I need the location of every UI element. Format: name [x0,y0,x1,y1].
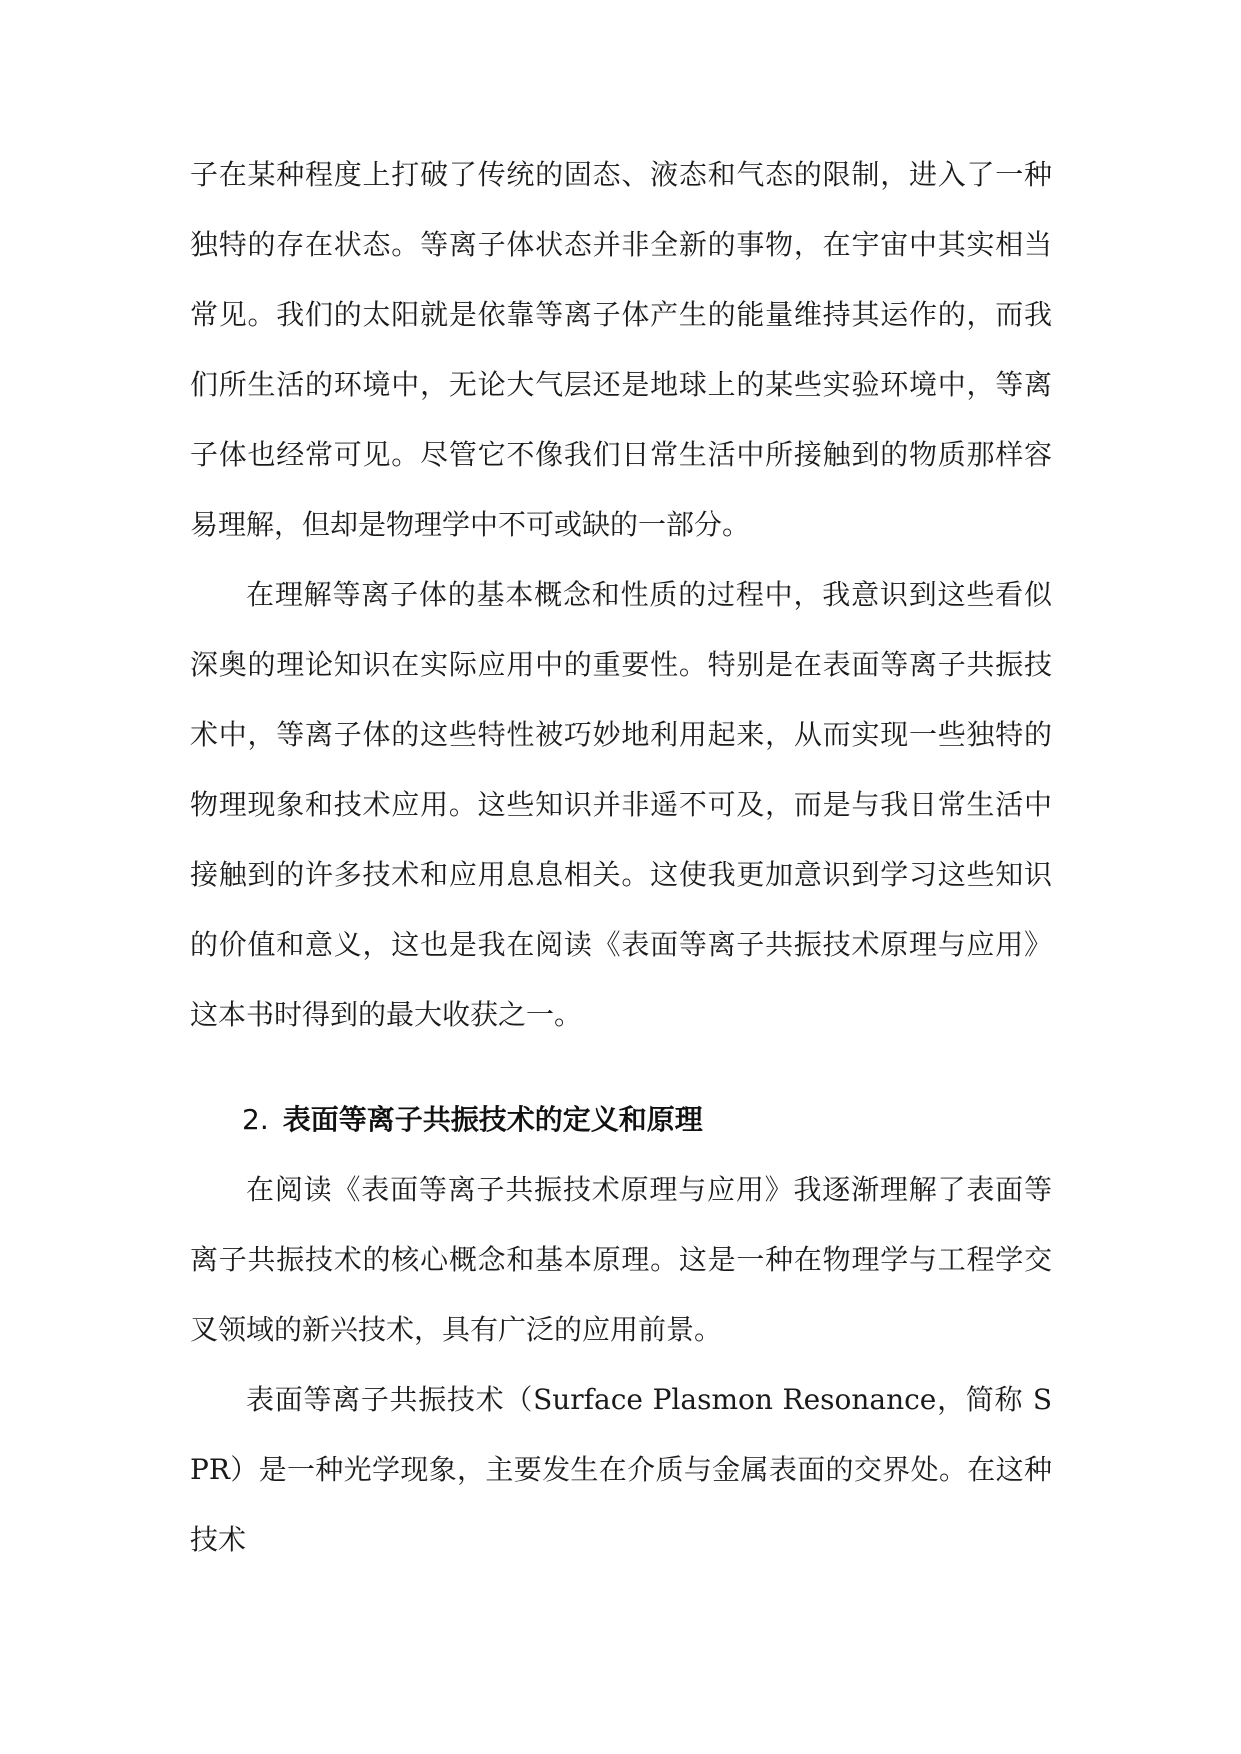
paragraph-spr-core-concept: 在阅读《表面等离子共振技术原理与应用》我逐渐理解了表面等离子共振技术的核心概念和基本原理。这是一种在物理学与工程学交叉领域的新兴技术，具有广泛的应用前景。 [190,1173,1052,1346]
section-number: 2. [242,1103,269,1136]
document-body [190,140,1052,1575]
paragraph-plasma-state: 子在某种程度上打破了传统的固态、液态和气态的限制，进入了一种独特的存在状态。等离子体状态并非全新的事物，在宇宙中其实相当常见。我们的太阳就是依靠等离子体产生的能量维持其运作的，而我们所生活的环境中，无论大气层还是地球上的某些实验环境中，等离子体也经常可见。尽管它不像我们日常生活中所接触到的物质那样容易理解，但却是物理学中不可或缺的一部分。 [190,158,1052,541]
section-heading [190,1085,1052,1155]
paragraph-understanding-importance: 在理解等离子体的基本概念和性质的过程中，我意识到这些看似深奥的理论知识在实际应用中的重要性。特别是在表面等离子共振技术中，等离子体的这些特性被巧妙地利用起来，从而实现一些独特的物理现象和技术应用。这些知识并非遥不可及，而是与我日常生活中接触到的许多技术和应用息息相关。这使我更加意识到学习这些知识的价值和意义，这也是我在阅读《表面等离子共振技术原理与应用》这本书时得到的最大收获之一。 [190,578,1052,1031]
section-title: 表面等离子共振技术的定义和原理 [282,1103,703,1136]
paragraph-spr-definition: 表面等离子共振技术（Surface Plasmon Resonance，简称 SPR）是一种光学现象，主要发生在介质与金属表面的交界处。在这种技术 [190,1383,1052,1556]
